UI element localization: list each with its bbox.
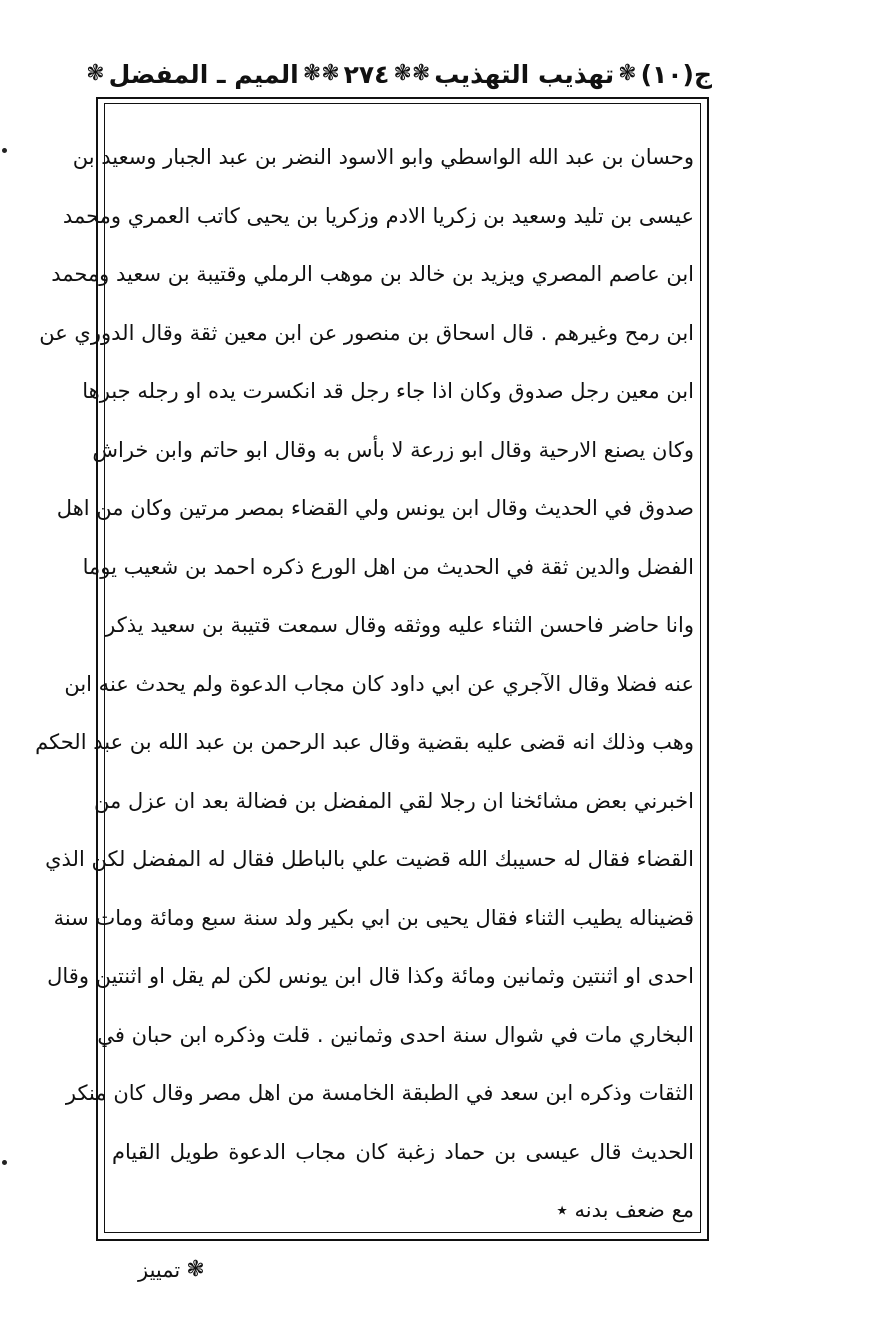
page-header <box>86 52 712 96</box>
floral-ornament-icon: ❃ <box>411 61 431 86</box>
text-line: وكان يصنع الارحية وقال ابو زرعة لا بأس به وقال ابو حاتم وابن خراش <box>92 437 694 462</box>
floral-ornament-icon: ❃ <box>186 1257 205 1282</box>
floral-ornament-icon: ❃ <box>302 61 322 86</box>
text-line: الحديث قال عيسى بن حماد زغبة كان مجاب الدعوة طويل القيام <box>112 1139 694 1164</box>
margin-speck <box>2 1160 7 1165</box>
footer-heading <box>138 1250 205 1290</box>
footer-label: تمييز <box>138 1258 181 1282</box>
floral-ornament-icon: ❃ <box>86 61 105 86</box>
text-line: ابن رمح وغيرهم . قال اسحاق بن منصور عن ابن معين ثقة وقال الدوري عن <box>39 320 694 345</box>
text-line: القضاء فقال له حسيبك الله قضيت علي بالباطل فقال له المفضل لكن الذي <box>45 847 694 871</box>
text-line: وحسان بن عبد الله الواسطي وابو الاسود النضر بن عبد الجبار وسعيد بن <box>72 145 694 169</box>
text-line: قضيناله يطيب الثناء فقال يحيى بن ابي بكير ولد سنة سبع ومائة ومات سنة <box>53 905 694 930</box>
text-line: وانا حاضر فاحسن الثناء عليه ووثقه وقال سمعت قتيبة بن سعيد يذكر <box>105 613 694 637</box>
book-title: تهذيب التهذيب <box>434 59 615 89</box>
text-line: البخاري مات في شوال سنة احدى وثمانين . قلت وذكره ابن حبان في <box>97 1022 694 1047</box>
floral-ornament-icon: ❃ <box>393 61 412 86</box>
page-number-group <box>321 60 412 89</box>
text-line: وهب وذلك انه قضى عليه بقضية وقال عبد الرحمن بن عبد الله بن عبد الحكم <box>35 730 694 754</box>
volume-label: ج(١٠) <box>640 59 712 89</box>
text-line: ابن عاصم المصري ويزيد بن خالد بن موهب الرملي وقتيبة بن سعيد ومحمد <box>51 262 694 286</box>
text-line: الثقات وذكره ابن سعد في الطبقة الخامسة من اهل مصر وقال كان منكر <box>65 1081 694 1105</box>
text-line: مع ضعف بدنه ٭ <box>556 1198 694 1222</box>
floral-ornament-icon: ❃ <box>321 61 340 86</box>
body-text <box>35 128 694 1240</box>
margin-speck <box>2 148 7 153</box>
text-line: ابن معين رجل صدوق وكان اذا جاء رجل قد انكسرت يده او رجله جبرها <box>82 379 694 403</box>
text-line: عنه فضلا وقال الآجري عن ابي داود كان مجاب الدعوة ولم يحدث عنه ابن <box>64 671 694 696</box>
text-line: عيسى بن تليد وسعيد بن زكريا الادم وزكريا بن يحيى كاتب العمري ومحمد <box>62 203 694 228</box>
header-right-group <box>412 60 712 89</box>
section-title: الميم ـ المفضل <box>108 59 299 89</box>
floral-ornament-icon: ❃ <box>618 61 637 86</box>
text-line: الفضل والدين ثقة في الحديث من اهل الورع ذكره احمد بن شعيب يوما <box>82 554 694 579</box>
text-line: صدوق في الحديث وقال ابن يونس ولي القضاء بمصر مرتين وكان من اهل <box>56 496 694 520</box>
text-line: احدى او اثنتين وثمانين ومائة وكذا قال ابن يونس لكن لم يقل او اثنتين وقال <box>47 964 694 988</box>
page-number: ٢٧٤ <box>343 59 390 89</box>
section-group <box>86 60 321 89</box>
text-line: اخبرني بعض مشائخنا ان رجلا لقي المفضل بن فضالة بعد ان عزل من <box>94 788 694 813</box>
